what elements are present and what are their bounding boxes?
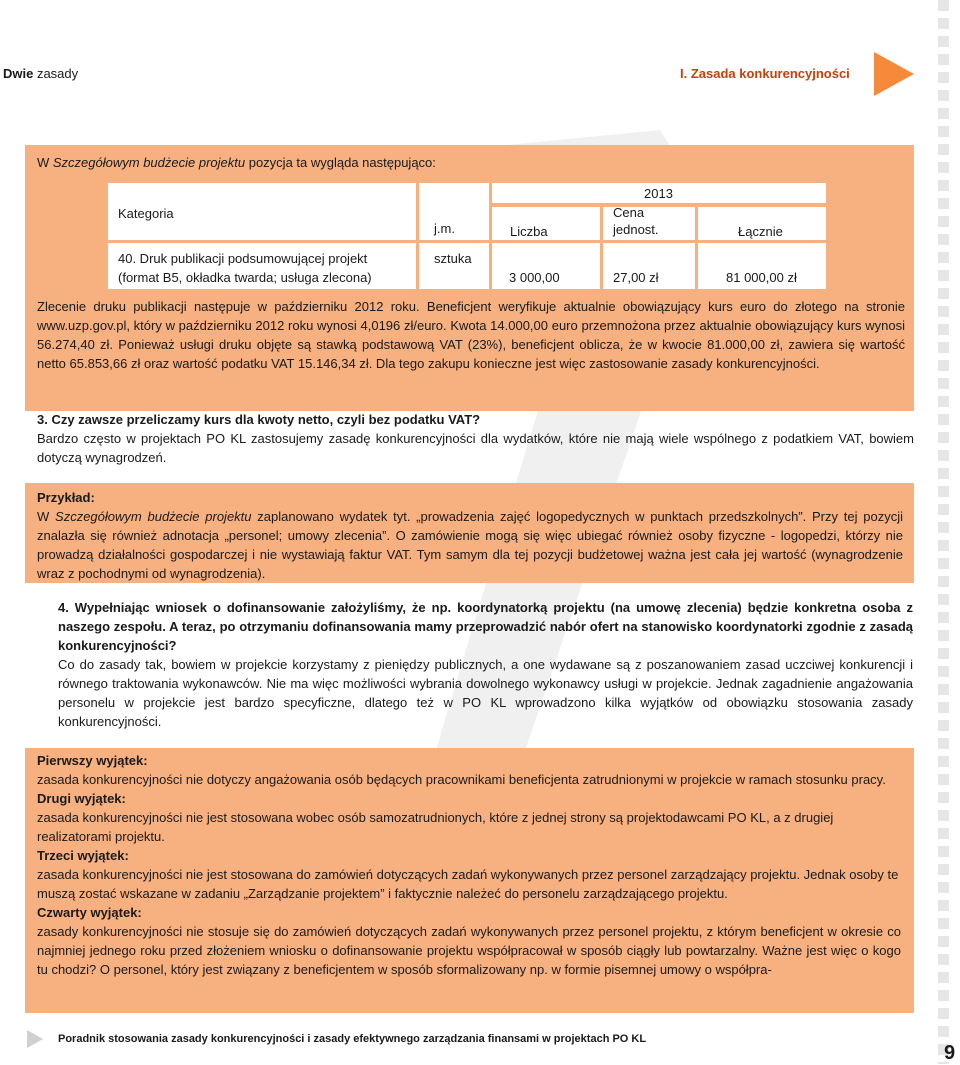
footer-title: Poradnik stosowania zasady konkurencyjności i zasady efektywnego zarządzania finansami w projektach PO KL xyxy=(58,1033,647,1045)
example-paragraph xyxy=(37,507,903,583)
exceptions-list xyxy=(37,751,901,979)
intro-suffix: pozycja ta wygląda następująco: xyxy=(245,155,436,170)
row-cena-text: 27,00 zł xyxy=(613,270,659,285)
footer-arrow-icon xyxy=(27,1030,43,1048)
cell-jm xyxy=(419,183,489,240)
example-label: Przykład: xyxy=(37,490,95,505)
col-jm-label: j.m. xyxy=(434,221,455,236)
intro-italic: Szczegółowym budżecie projektu xyxy=(52,155,246,170)
header-arrow-icon xyxy=(874,52,914,96)
budget-intro xyxy=(37,153,436,172)
header-left-bold: Dwie xyxy=(3,66,34,81)
example-box xyxy=(25,483,914,583)
cell-kategoria xyxy=(108,183,416,240)
question-3 xyxy=(37,410,914,467)
cell-year xyxy=(492,183,826,203)
cell-cena xyxy=(603,207,695,240)
exception-4-text: zasady konkurencyjności nie stosuje się do zamówień dotyczących zadań wykonywanych przez personel projektu, z którym beneficjent w okresie co najmniej jednego roku przed złożeniem wniosku o dofinansowanie projektu współpracował w sposób ciągły lub powtarzalny. Ważne jest więc o kogo tu chodzi? O personel, który jest związany z beneficjentem w sposób sformalizowany np. w formie pisemnej umowy o współpra- xyxy=(37,924,901,977)
row-kategoria xyxy=(108,243,416,289)
question-4-body: Co do zasady tak, bowiem w projekcie korzystamy z pieniędzy publicznych, a one wydawane są z poszanowaniem zasad uczciwej konkurencji i równego traktowania wykonawców. Nie ma więc możliwości wybrania dowolnego wykonawcy usługi w projekcie. Jednak zagadnienie angażowania personelu w projekcie jest bardzo specyficzne, dlatego też w PO KL wprowadzono kilka wyjątków od obowiązku stosowania zasady konkurencyjności. xyxy=(58,657,913,729)
exception-4-label: Czwarty wyjątek: xyxy=(37,905,142,920)
cell-liczba xyxy=(492,207,600,240)
row-jm xyxy=(419,243,489,289)
question-3-title: 3. Czy zawsze przeliczamy kurs dla kwoty netto, czyli bez podatku VAT? xyxy=(37,412,481,427)
row-cena xyxy=(603,243,695,289)
row-kategoria-text: 40. Druk publikacji podsumowującej projekt (format B5, okładka twarda; usługa zlecona) xyxy=(118,251,372,285)
exception-1-label: Pierwszy wyjątek: xyxy=(37,753,148,768)
exception-2-label: Drugi wyjątek: xyxy=(37,791,126,806)
row-liczba xyxy=(492,243,600,289)
intro-prefix: W xyxy=(37,155,53,170)
exception-1-text: zasada konkurencyjności nie dotyczy angażowania osób będących pracownikami beneficjenta zatrudnionymi w projekcie w ramach stosunku pracy. xyxy=(37,772,886,787)
question-3-body: Bardzo często w projektach PO KL zastosujemy zasadę konkurencyjności dla wydatków, które nie mają wiele wspólnego z podatkiem VAT, bowiem dotyczą wynagrodzeń. xyxy=(37,431,914,465)
example-prefix: W xyxy=(37,509,56,524)
cell-lacznie xyxy=(698,207,826,240)
col-cena-label: Cena jednost. xyxy=(613,205,659,237)
exception-2-text: zasada konkurencyjności nie jest stosowana wobec osób samozatrudnionych, które z jednej strony są projektodawcami PO KL, a z drugiej realizatorami projektu. xyxy=(37,810,834,844)
col-year-label: 2013 xyxy=(644,186,673,201)
exceptions-box xyxy=(25,748,914,1013)
col-liczba-label: Liczba xyxy=(510,224,548,239)
row-jm-text: sztuka xyxy=(434,251,472,266)
example-suffix: zaplanowano wydatek tyt. „prowadzenia zajęć logopedycznych w punktach przedszkolnych”. Przy tej pozycji znalazła się również adnotacja „personel; umowy zlecenia”. O zamówienie mogą się więc ubiegać również osoby fizyczne - logopedzi, którzy nie prowadzą działalności gospodarczej i nie wystawiają faktur VAT. Tym samym dla tej pozycji budżetowej ważna jest cała jej wartość (wynagrodzenie wraz z pochodnymi od wynagrodzenia). xyxy=(37,509,903,581)
example-italic: Szczegółowym budżecie projektu xyxy=(55,509,252,524)
col-lacznie-label: Łącznie xyxy=(738,224,783,239)
budget-paragraph: Zlecenie druku publikacji następuje w październiku 2012 roku. Beneficjent weryfikuje aktualnie obowiązujący kurs euro do złotego na stronie www.uzp.gov.pl, który w październiku 2012 roku wynosi 4,0196 zł/euro. Kwota 14.000,00 euro przemnożona przez aktualnie obowiązujący kurs wynosi 56.274,40 zł. Ponieważ usługi druku objęte są stawką podstawową VAT (23%), beneficjent oblicza, że w kwocie 81.000,00 zł, zawiera się wartość netto 65.853,66 zł oraz wartość podatku VAT 15.146,34 zł. Dla tego zakupu konieczne jest więc zastosowanie zasady konkurencyjności. xyxy=(37,299,905,371)
exception-3-label: Trzeci wyjątek: xyxy=(37,848,129,863)
row-lacznie xyxy=(698,243,826,289)
row-liczba-text: 3 000,00 xyxy=(509,270,560,285)
header-left-rest: zasady xyxy=(33,66,79,81)
budget-example-box xyxy=(25,145,914,411)
page-number: 9 xyxy=(944,1042,956,1064)
header-chapter-title: I. Zasada konkurencyjności xyxy=(680,66,850,81)
col-kategoria-label: Kategoria xyxy=(118,206,174,221)
question-4-title: 4. Wypełniając wniosek o dofinansowanie założyliśmy, że np. koordynatorką projektu (na umowę zlecenia) będzie konkretna osoba z naszego zespołu. A teraz, po otrzymaniu dofinansowania mamy przeprowadzić nabór ofert na stanowisko koordynatorki zgodnie z zasadą konkurencyjności? xyxy=(58,600,913,653)
question-4 xyxy=(58,598,913,731)
row-lacznie-text: 81 000,00 zł xyxy=(726,270,797,285)
header-left xyxy=(3,66,78,81)
exception-3-text: zasada konkurencyjności nie jest stosowana do zamówień dotyczących zadań wykonywanych przez personel zarządzający projektu. Jednak osoby te muszą zostać wskazane w zadaniu „Zarządzanie projektem” i faktycznie należeć do personelu zarządzającego projektu. xyxy=(37,867,899,901)
decorative-grid-strip xyxy=(938,0,960,1064)
